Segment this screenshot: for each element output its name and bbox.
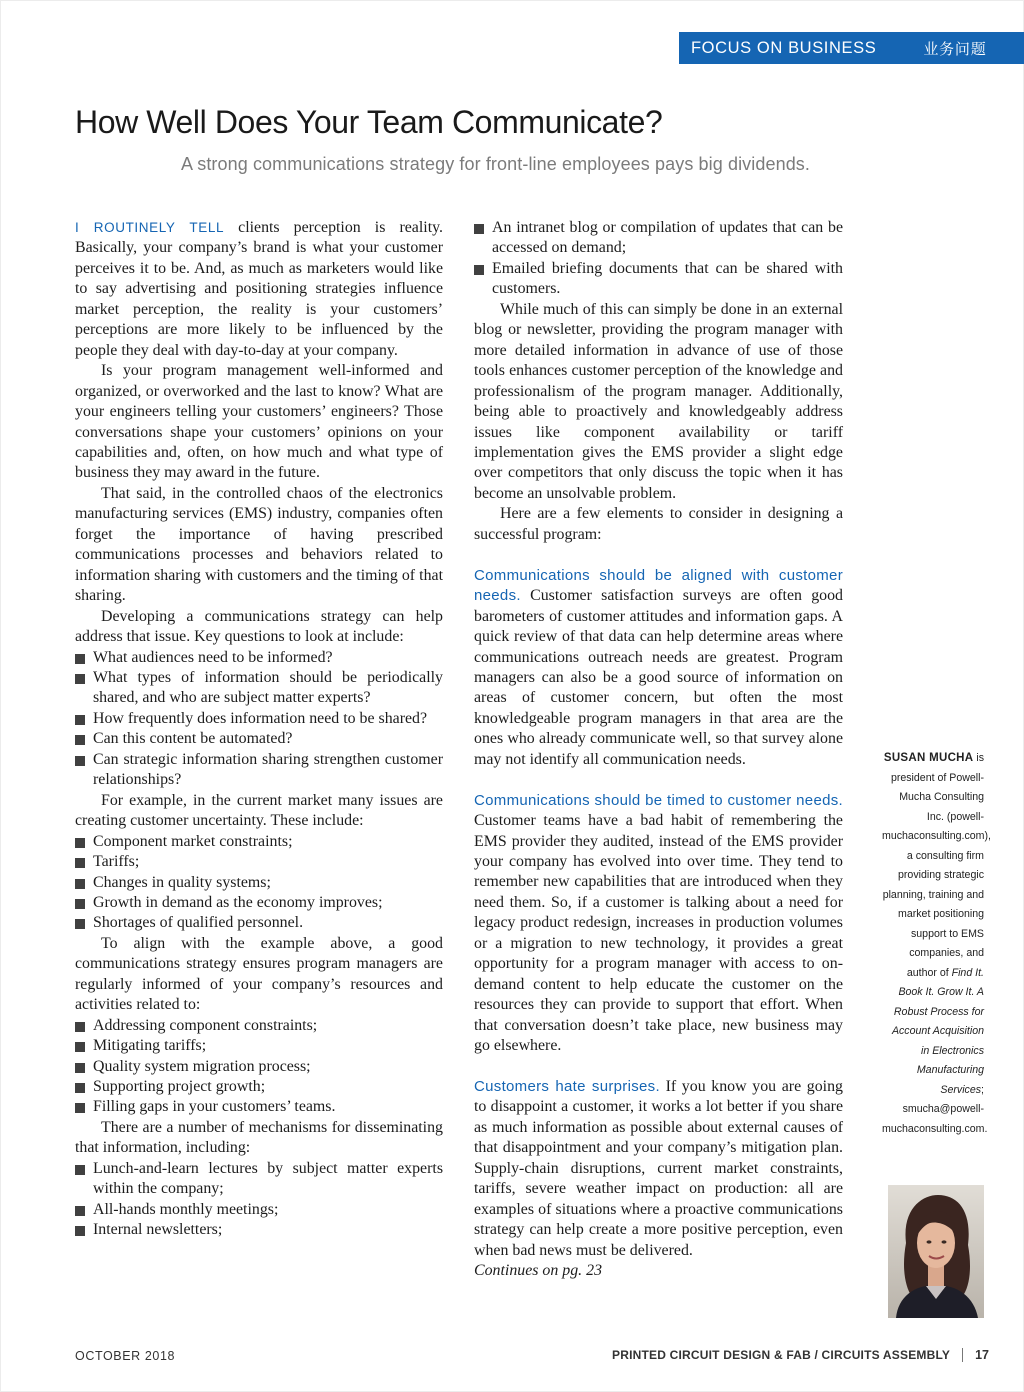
portrait-illustration (888, 1185, 984, 1318)
list-item (75, 668, 443, 709)
bio-contact: ; smucha@powell-muchaconsulting.com. (882, 1083, 988, 1135)
author-name: SUSAN MUCHA (883, 752, 974, 764)
list-item-text: Component market constraints; (93, 832, 293, 850)
square-bullet-icon (75, 1083, 85, 1093)
list-item-text: What audiences need to be informed? (93, 648, 333, 666)
square-bullet-icon (75, 1022, 85, 1032)
section-header-tab (679, 32, 1024, 64)
square-bullet-icon (75, 674, 85, 684)
square-bullet-icon (75, 715, 85, 725)
bio-text: is president of Powell-Mucha Consulting Inc. (powell-muchaconsulting.com), a consulting firm providing strategic planning, training and market positioning support to EMS companies, and author of (882, 752, 991, 979)
paragraph: Here are a few elements to consider in designing a successful program: (474, 505, 843, 543)
list-item (75, 1036, 443, 1056)
list-item (75, 873, 443, 893)
article-subtitle: A strong communications strategy for front-line employees pays big dividends. (181, 154, 811, 174)
list-item (75, 729, 443, 749)
square-bullet-icon (75, 1042, 85, 1052)
run-in-heading: Communications should be aligned with customer needs. (474, 566, 843, 605)
list-item (474, 259, 843, 300)
continues-note: Continues on pg. 23 (474, 1262, 603, 1280)
square-bullet-icon (474, 265, 484, 275)
list-item (75, 1057, 443, 1077)
book-title: Find It. Book It. Grow It. A Robust Process for Account Acquisition in Electronics Manufacturing Services (891, 966, 984, 1096)
square-bullet-icon (75, 858, 85, 868)
left-column (75, 218, 443, 1241)
list-item-text: Emailed briefing documents that can be shared with customers. (492, 259, 843, 298)
list-item-text: Changes in quality systems; (93, 873, 271, 891)
list-item-text: Growth in demand as the economy improves; (93, 893, 383, 911)
paragraph-text: Customer satisfaction surveys are often good barometers of customer attitudes and information gaps. A quick review of that data can help determine areas where communications outreach needs are greatest. Program managers can also be a good source of information on areas of customer concern, but often the most knowledgeable program managers in that area are the ones who already communicate well, so that survey alone may not identify all communication needs. (474, 587, 843, 768)
list-item-text: Internal newsletters; (93, 1221, 223, 1239)
square-bullet-icon (75, 735, 85, 745)
middle-column (474, 218, 843, 1282)
section-label: FOCUS ON BUSINESS (691, 38, 877, 57)
list-item-text: Mitigating tariffs; (93, 1037, 207, 1055)
list-item-text: Shortages of qualified personnel. (93, 914, 304, 932)
square-bullet-icon (75, 1206, 85, 1216)
page-number: 17 (975, 1348, 989, 1362)
paragraph: For example, in the current market many issues are creating customer uncertainty. These include: (75, 791, 443, 830)
activities-list (75, 1016, 443, 1118)
list-item-text: How frequently does information need to be shared? (93, 709, 428, 727)
list-item-text: Lunch-and-learn lectures by subject matter experts within the company; (93, 1159, 443, 1198)
run-in-heading: Customers hate surprises. (474, 1077, 660, 1095)
list-item (75, 648, 443, 668)
list-item (474, 218, 843, 259)
list-item (75, 1097, 443, 1117)
list-item (75, 893, 443, 913)
paragraph: There are a number of mechanisms for disseminating that information, including: (75, 1118, 443, 1157)
paragraph (75, 218, 443, 361)
list-item (75, 709, 443, 729)
section-timed (474, 791, 843, 1057)
square-bullet-icon (75, 1165, 85, 1175)
list-item-text: Quality system migration process; (93, 1057, 311, 1075)
paragraph: Is your program management well-informed and organized, or overworked and the last to know? What are your engineers telling your customers’ engineers? Those conversations shape your customers’ opinions on your capabilities and, often, on how much and what type of business they may award in the future. (75, 362, 443, 482)
paragraph-text: clients perception is reality. Basically, your company’s brand is what your customer perceives it to be. And, as much as marketers would like to say advertising and positioning strategies influence market perception, the reality is your customers’ perceptions are more likely to be influenced by the people they deal with day-to-day at your company. (75, 219, 443, 359)
square-bullet-icon (474, 224, 484, 234)
square-bullet-icon (75, 756, 85, 766)
paragraph: That said, in the controlled chaos of the electronics manufacturing services (EMS) industry, companies often forget the importance of having prescribed communications processes and behaviors related to information sharing with customers and the timing of that sharing. (75, 484, 443, 605)
square-bullet-icon (75, 899, 85, 909)
list-item (75, 1077, 443, 1097)
list-item (75, 1220, 443, 1240)
square-bullet-icon (75, 919, 85, 929)
section-aligned (474, 566, 843, 771)
issues-list (75, 832, 443, 934)
list-item (75, 913, 443, 933)
footer-divider (962, 1348, 963, 1362)
publication-name: PRINTED CIRCUIT DESIGN & FAB / CIRCUITS ASSEMBLY (612, 1348, 951, 1362)
list-item-text: An intranet blog or compilation of updates that can be accessed on demand; (492, 219, 843, 257)
list-item-text: Can this content be automated? (93, 730, 293, 748)
paragraph: To align with the example above, a good communications strategy ensures program managers are regularly informed of your company’s resources and activities related to: (75, 934, 443, 1014)
list-item (75, 750, 443, 791)
list-item (75, 1159, 443, 1200)
paragraph: While much of this can simply be done in an external blog or newsletter, providing the program manager with more detailed information in advance of use of those tools enhances customer perception of the knowledge and professionalism of the program manager. Additionally, being able to proactively and knowledgeably address issues like component availability or tariff implementation gives the EMS provider a slight edge over competitors that only discuss the topic when it has become an unsolvable problem. (474, 300, 843, 502)
square-bullet-icon (75, 1063, 85, 1073)
questions-list (75, 648, 443, 791)
section-label-chinese: 业务问题 (923, 39, 987, 58)
paragraph: Developing a communications strategy can help address that issue. Key questions to look at include: (75, 607, 443, 646)
author-portrait (888, 1185, 984, 1318)
lead-in: I ROUTINELY TELL (75, 220, 225, 235)
mechanisms-list-continued (474, 218, 843, 300)
paragraph-text: If you know you are going to disappoint a customer, it works a lot better if you share as much information as possible about external causes of that disappointment and your company’s mitigation plan. Supply-chain disruptions, current market constraints, tariffs, severe weather impact on production: all are examples of situations where a proactive communications strategy can help create a more positive perception, even when bad news must be delivered. (474, 1077, 843, 1259)
list-item-text: Tariffs; (93, 853, 140, 871)
list-item-text: All-hands monthly meetings; (93, 1200, 279, 1218)
section-surprises (474, 1077, 843, 1261)
square-bullet-icon (75, 1103, 85, 1113)
mechanisms-list (75, 1159, 443, 1241)
list-item-text: What types of information should be periodically shared, and who are subject matter experts? (93, 668, 443, 707)
square-bullet-icon (75, 879, 85, 889)
page-footer (612, 1348, 989, 1362)
article-title: How Well Does Your Team Communicate? (75, 104, 663, 140)
square-bullet-icon (75, 1226, 85, 1236)
list-item-text: Supporting project growth; (93, 1078, 266, 1096)
author-bio (882, 749, 991, 1139)
paragraph-text: Customer teams have a bad habit of remembering the EMS provider they audited, instead of the EMS provider your company has evolved into over time. They tend to remember new capabilities that are introduced when they need them. So, if a customer is talking about a need for legacy product redesign, increases in production volumes or a migration to new technology, it provides a great opportunity for a program manager with access to on-demand content to help educate the customer on the resources they can provide to support that effort. When that conversation doesn’t take place, new business may go elsewhere. (474, 812, 843, 1055)
run-in-heading: Communications should be timed to customer needs. (474, 791, 843, 809)
list-item (75, 852, 443, 872)
issue-date: OCTOBER 2018 (75, 1349, 176, 1363)
list-item-text: Filling gaps in your customers’ teams. (93, 1098, 336, 1116)
list-item-text: Addressing component constraints; (93, 1016, 318, 1034)
square-bullet-icon (75, 838, 85, 848)
list-item (75, 1016, 443, 1036)
square-bullet-icon (75, 654, 85, 664)
list-item (75, 832, 443, 852)
list-item (75, 1200, 443, 1220)
list-item-text: Can strategic information sharing strengthen customer relationships? (93, 750, 443, 789)
